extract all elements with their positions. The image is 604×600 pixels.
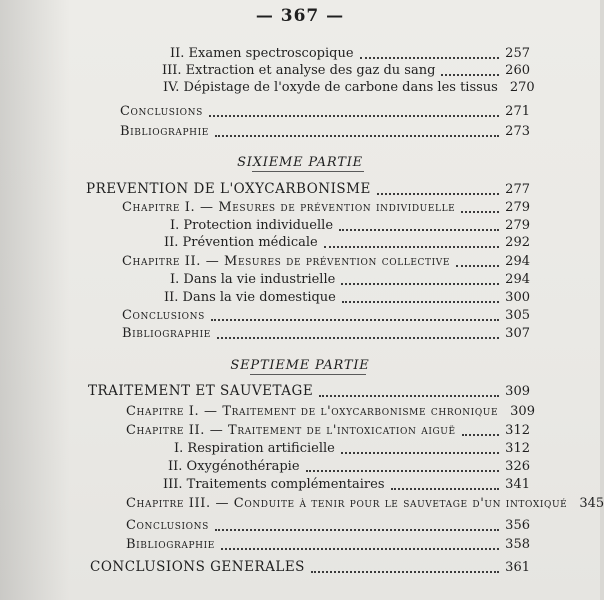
toc-entry xyxy=(120,124,530,139)
toc-entry xyxy=(122,200,530,215)
leader-dots xyxy=(319,391,499,397)
part-title-underline xyxy=(250,374,366,375)
leader-dots xyxy=(341,279,499,285)
toc-entry xyxy=(174,441,530,456)
toc-entry-label: Chapitre II. — Mesures de prévention collective xyxy=(122,254,451,269)
part-heading-label: TRAITEMENT ET SAUVETAGE xyxy=(88,383,314,399)
leader-dots xyxy=(215,525,499,531)
toc-entry-label: III. Extraction et analyse des gaz du sang xyxy=(162,63,436,78)
toc-entry xyxy=(126,496,604,511)
toc-entry-label: II. Dans la vie domestique xyxy=(164,290,336,305)
toc-entry xyxy=(170,218,530,233)
toc-entry xyxy=(122,308,530,323)
toc-entry-label: I. Protection individuelle xyxy=(170,218,334,233)
toc-entry-label: Bibliographie xyxy=(120,124,209,139)
part-heading-page: 309 xyxy=(505,384,530,399)
toc-entry-page: 279 xyxy=(505,200,530,215)
leader-dots xyxy=(209,111,499,117)
toc-entry-page: 271 xyxy=(505,104,530,119)
leader-dots xyxy=(342,297,499,303)
leader-dots xyxy=(217,333,499,339)
leader-dots xyxy=(339,225,499,231)
leader-dots xyxy=(324,242,499,248)
toc-entry-page: 294 xyxy=(505,254,530,269)
toc-entry xyxy=(164,235,530,250)
toc-entry-label: IV. Dépistage de l'oxyde de carbone dans les tissus xyxy=(163,80,498,95)
toc-entry-page: 341 xyxy=(505,477,530,492)
leader-dots xyxy=(360,53,500,59)
toc-entry xyxy=(170,272,530,287)
toc-entry-page: 279 xyxy=(505,218,530,233)
part-heading xyxy=(86,182,530,197)
part-heading-page: 277 xyxy=(505,182,530,197)
toc-entry-page: 358 xyxy=(505,537,530,552)
toc-entry-label: Chapitre I. — Traitement de l'oxycarbonisme chronique xyxy=(126,404,499,419)
toc-entry-page: 273 xyxy=(505,124,530,139)
toc-entry-label: Chapitre II. — Traitement de l'intoxication aiguë xyxy=(126,423,456,438)
toc-entry xyxy=(170,46,530,61)
toc-entry-page: 292 xyxy=(505,235,530,250)
toc-entry xyxy=(122,254,530,269)
toc-entry xyxy=(126,423,530,438)
toc-entry-page: 305 xyxy=(505,308,530,323)
leader-dots xyxy=(341,448,499,454)
toc-entry-page: 300 xyxy=(505,290,530,305)
toc-entry-page: 326 xyxy=(505,459,530,474)
toc-entry xyxy=(162,63,530,78)
part-title: SIXIEME PARTIE xyxy=(237,155,363,170)
leader-dots xyxy=(306,466,500,472)
leader-dots xyxy=(461,207,499,213)
toc-entry xyxy=(168,459,530,474)
leader-dots xyxy=(215,131,499,137)
toc-entry-label: Conclusions xyxy=(126,518,209,533)
part-heading xyxy=(90,560,530,575)
leader-dots xyxy=(221,544,499,550)
leader-dots xyxy=(377,189,499,195)
leader-dots xyxy=(441,70,499,76)
part-heading-label: CONCLUSIONS GENERALES xyxy=(90,559,305,575)
toc-entry xyxy=(163,80,535,95)
toc-entry xyxy=(126,518,530,533)
toc-entry-page: 356 xyxy=(505,518,530,533)
toc-entry xyxy=(122,326,530,341)
toc-entry-label: Chapitre I. — Mesures de prévention individuelle xyxy=(122,200,456,215)
part-heading xyxy=(88,384,530,399)
toc-entry-label: I. Dans la vie industrielle xyxy=(170,272,336,287)
leader-dots xyxy=(211,315,499,321)
part-title-underline xyxy=(252,171,364,172)
page-gutter-shadow xyxy=(0,0,70,600)
leader-dots xyxy=(462,430,500,436)
toc-entry-label: Conclusions xyxy=(120,104,203,119)
toc-entry xyxy=(126,404,535,419)
toc-entry-page: 257 xyxy=(505,46,530,61)
toc-entry-label: II. Prévention médicale xyxy=(164,235,318,250)
leader-dots xyxy=(456,261,499,267)
toc-entry-label: Bibliographie xyxy=(122,326,211,341)
toc-entry-page: 312 xyxy=(505,441,530,456)
toc-entry xyxy=(126,537,530,552)
toc-entry-label: Chapitre III. — Conduite à tenir pour le sauvetage d'un intoxiqué xyxy=(126,496,568,511)
part-title: SEPTIEME PARTIE xyxy=(230,358,370,373)
part-heading-page: 361 xyxy=(505,560,530,575)
toc-entry-label: Conclusions xyxy=(122,308,205,323)
toc-entry-page: 309 xyxy=(510,404,535,419)
toc-entry-label: II. Examen spectroscopique xyxy=(170,46,354,61)
leader-dots xyxy=(391,484,500,490)
toc-entry-label: III. Traitements complémentaires xyxy=(163,477,385,492)
leader-dots xyxy=(311,567,499,573)
toc-entry-page: 260 xyxy=(505,63,530,78)
toc-entry xyxy=(164,290,530,305)
toc-entry-page: 312 xyxy=(505,423,530,438)
toc-entry-page: 294 xyxy=(505,272,530,287)
toc-entry xyxy=(163,477,530,492)
toc-entry xyxy=(120,104,530,119)
toc-entry-label: Bibliographie xyxy=(126,537,215,552)
toc-entry-label: I. Respiration artificielle xyxy=(174,441,335,456)
toc-entry-page: 270 xyxy=(509,80,535,95)
part-heading-label: PREVENTION DE L'OXYCARBONISME xyxy=(86,181,371,197)
page-number: — 367 — xyxy=(255,6,345,26)
toc-entry-label: II. Oxygénothérapie xyxy=(168,459,300,474)
toc-entry-page: 345 xyxy=(579,496,604,511)
toc-entry-page: 307 xyxy=(505,326,530,341)
